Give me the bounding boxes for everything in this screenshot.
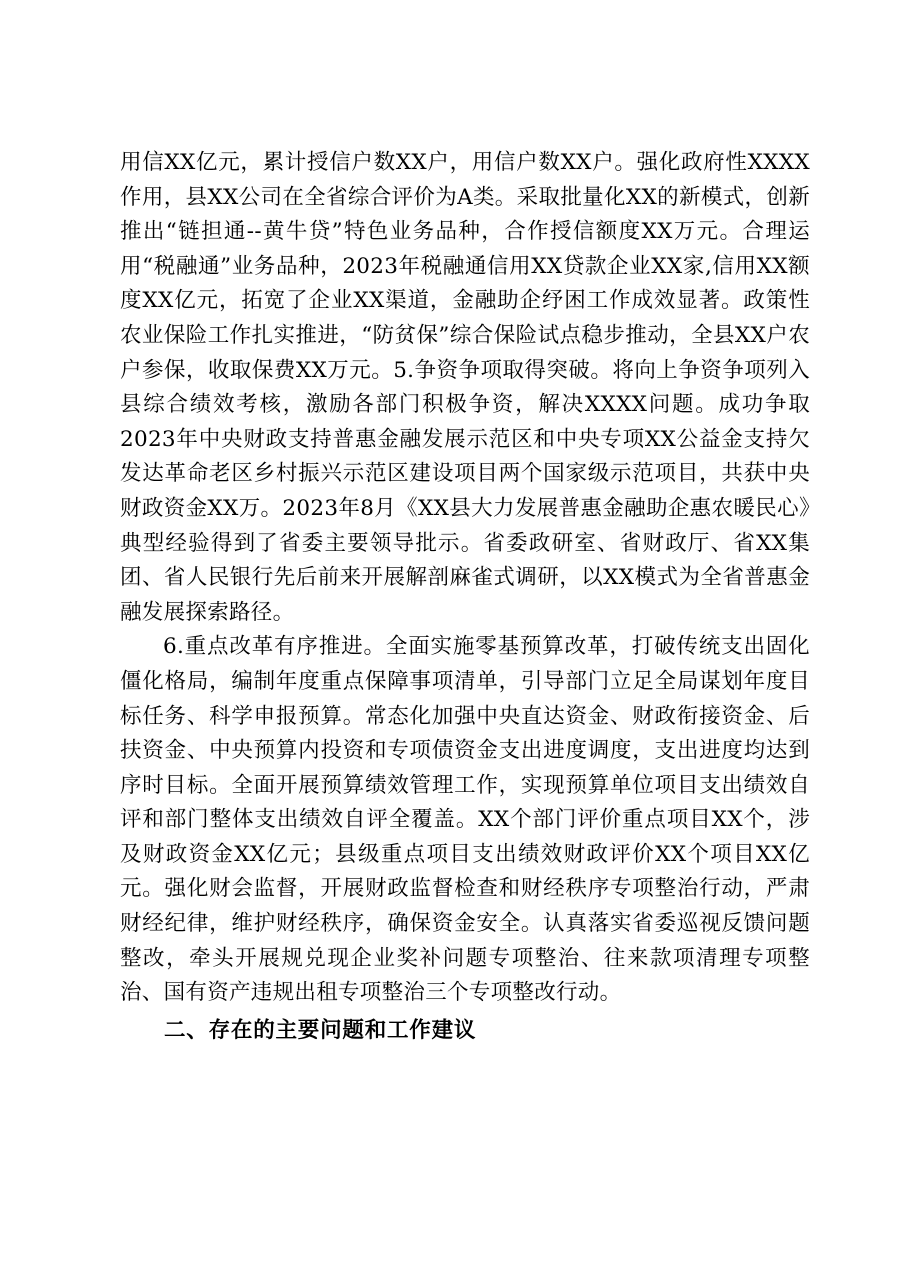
document-body xyxy=(120,146,810,1051)
section-heading: 二、存在的主要问题和工作建议 xyxy=(164,1017,477,1043)
body-paragraph-2: 6.重点改革有序推进。全面实施零基预算改革，打破传统支出固化僵化格局，编制年度重点保障事项清单，引导部门立足全局谋划年度目标任务、科学申报预算。常态化加强中央直达资金、财政衔接资金、后扶资金、中央预算内投资和专项债资金支出进度调度，支出进度均达到序时目标。全面开展预算绩效管理工作，实现预算单位项目支出绩效自评和部门整体支出绩效自评全覆盖。XX个部门评价重点项目XX个，涉及财政资金XX亿元；县级重点项目支出绩效财政评价XX个项目XX亿元。强化财会监督，开展财政监督检查和财经秩序专项整治行动，严肃财经纪律，维护财经秩序，确保资金安全。认真落实省委巡视反馈问题整改，牵头开展规兑现企业奖补问题专项整治、往来款项清理专项整治、国有资产违规出租专项整治三个专项整改行动。 xyxy=(120,634,810,1006)
body-paragraph-1: 用信XX亿元，累计授信户数XX户，用信户数XX户。强化政府性XXXX作用，县XX公司在全省综合评价为A类。采取批量化XX的新模式，创新推出“链担通--黄牛贷”特色业务品种，合作授信额度XX万元。合理运用“税融通”业务品种，2023年税融通信用XX贷款企业XX家,信用XX额度XX亿元，拓宽了企业XX渠道，金融助企纾困工作成效显著。政策性农业保险工作扎实推进，“防贫保”综合保险试点稳步推动，全县XX户农户参保，收取保费XX万元。5.争资争项取得突破。将向上争资争项列入县综合绩效考核，激励各部门积极争资，解决XXXX问题。成功争取2023年中央财政支持普惠金融发展示范区和中央专项XX公益金支持欠发达革命老区乡村振兴示范区建设项目两个国家级示范项目，共获中央财政资金XX万。2023年8月《XX县大力发展普惠金融助企惠农暖民心》典型经验得到了省委主要领导批示。省委政研室、省财政厅、省XX集团、省人民银行先后前来开展解剖麻雀式调研，以XX模式为全省普惠金融发展探索路径。 xyxy=(120,150,810,625)
